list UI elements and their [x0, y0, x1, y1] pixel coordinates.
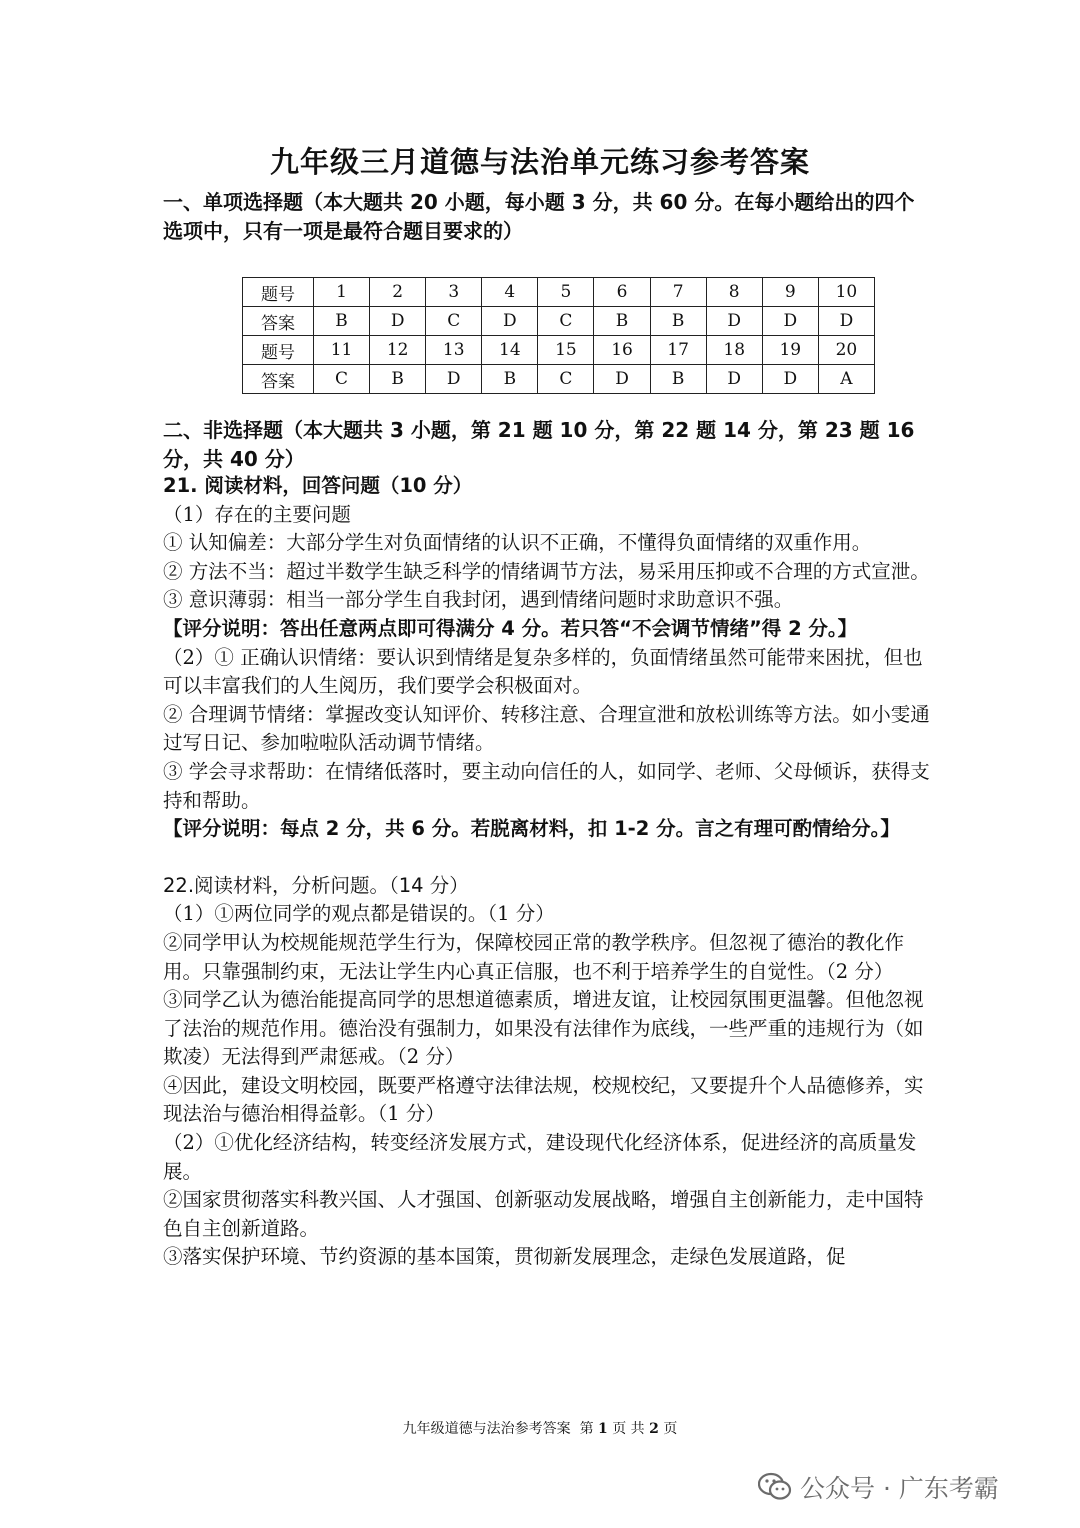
answer-table-cell: 5: [538, 278, 594, 307]
answer-table-cell: D: [762, 307, 818, 336]
answer-table-row: [243, 365, 875, 394]
answer-table-cell: 15: [538, 336, 594, 365]
q21-part1-point1: ① 认知偏差：大部分学生对负面情绪的认识不正确，不懂得负面情绪的双重作用。: [163, 531, 872, 555]
q22-part2-point3: ③落实保护环境、节约资源的基本国策，贯彻新发展理念，走绿色发展道路，促: [163, 1245, 846, 1269]
answer-table-row-header: 答案: [243, 365, 314, 394]
answer-table-cell: B: [594, 307, 650, 336]
answer-table-cell: C: [538, 307, 594, 336]
answer-table-cell: 6: [594, 278, 650, 307]
q22-heading: 22.阅读材料，分析问题。（14 分）: [163, 873, 469, 897]
footer-gong: 共: [630, 1421, 645, 1437]
q21-part2-point3: ③ 学会寻求帮助：在情绪低落时，要主动向信任的人，如同学、老师、父母倾诉，获得支持和帮助。: [163, 759, 930, 812]
q22-part1-point3: ③同学乙认为德治能提高同学的思想道德素质，增进友谊，让校园氛围更温馨。但他忽视了法治的规范作用。德治没有强制力，如果没有法律作为底线，一些严重的违规行为（如欺凌）无法得到严肃惩戒。（2 分）: [163, 988, 924, 1069]
q21-scoring-note2: 【评分说明：每点 2 分，共 6 分。若脱离材料，扣 1-2 分。言之有理可酌情给分。】: [163, 817, 900, 841]
answer-table-row-header: 题号: [243, 336, 314, 365]
q21-part1-title: （1）存在的主要问题: [163, 502, 351, 526]
q22-part1-point2: ②同学甲认为校规能规范学生行为，保障校园正常的教学秩序。但忽视了德治的教化作用。只靠强制约束，无法让学生内心真正信服，也不利于培养学生的自觉性。（2 分）: [163, 930, 905, 983]
footer-total-pages: 2: [649, 1421, 659, 1437]
section1-heading: 一、单项选择题（本大题共 20 小题，每小题 3 分，共 60 分。在每小题给出的四个选项中，只有一项是最符合题目要求的）: [163, 190, 915, 243]
answer-table-cell: 8: [706, 278, 762, 307]
q21-part2-point1: （2）① 正确认识情绪：要认识到情绪是复杂多样的，负面情绪虽然可能带来困扰，但也可以丰富我们的人生阅历，我们要学会积极面对。: [163, 645, 923, 698]
answer-table-cell: C: [426, 307, 482, 336]
answer-table-cell: 14: [482, 336, 538, 365]
answer-table-cell: 3: [426, 278, 482, 307]
answer-table-cell: B: [650, 365, 706, 394]
q22-part1-point1: （1）①两位同学的观点都是错误的。（1 分）: [163, 902, 555, 926]
footer-page-number: 1: [598, 1421, 608, 1437]
q22-part1-point4: ④因此，建设文明校园，既要严格遵守法律法规，校规校纪，又要提升个人品德修养，实现法治与德治相得益彰。（1 分）: [163, 1073, 924, 1126]
footer-ye2: 页: [663, 1421, 678, 1437]
answer-body: [163, 472, 933, 1272]
section2-heading: 二、非选择题（本大题共 3 小题，第 21 题 10 分，第 22 题 14 分，第 23 题 16 分，共 40 分）: [163, 418, 915, 471]
answer-table-cell: 11: [314, 336, 370, 365]
answer-table-cell: 13: [426, 336, 482, 365]
answer-table-cell: B: [482, 365, 538, 394]
q22-part2-point1: （2）①优化经济结构，转变经济发展方式，建设现代化经济体系，促进经济的高质量发展。: [163, 1131, 917, 1183]
answer-table-cell: 17: [650, 336, 706, 365]
q22-part2-point2: ②国家贯彻落实科教兴国、人才强国、创新驱动发展战略，增强自主创新能力，走中国特色自主创新道路。: [163, 1188, 924, 1240]
q21-part2-point2: ② 合理调节情绪：掌握改变认知评价、转移注意、合理宣泄和放松训练等方法。如小雯通过写日记、参加啦啦队活动调节情绪。: [163, 702, 930, 755]
answer-table-cell: B: [650, 307, 706, 336]
q21-part1-point3: ③ 意识薄弱：相当一部分学生自我封闭，遇到情绪问题时求助意识不强。: [163, 588, 794, 612]
answer-table: [242, 277, 875, 394]
answer-table-cell: D: [482, 307, 538, 336]
answer-table-cell: C: [314, 365, 370, 394]
answer-table-cell: D: [594, 365, 650, 394]
answer-table-cell: 19: [762, 336, 818, 365]
answer-table-cell: 4: [482, 278, 538, 307]
answer-table-cell: C: [538, 365, 594, 394]
answer-table-cell: 18: [706, 336, 762, 365]
answer-table-cell: D: [818, 307, 874, 336]
answer-table-row: [243, 336, 875, 365]
watermark-text: 公众号 · 广东考霸: [800, 1474, 999, 1503]
page-footer: [0, 1418, 1080, 1438]
answer-table-cell: D: [370, 307, 426, 336]
answer-table-cell: A: [818, 365, 874, 394]
footer-di: 第: [579, 1421, 594, 1437]
answer-table-row-header: 答案: [243, 307, 314, 336]
page-title: 九年级三月道德与法治单元练习参考答案: [269, 145, 810, 179]
answer-table-cell: D: [706, 365, 762, 394]
answer-table-cell: 9: [762, 278, 818, 307]
answer-table-cell: 16: [594, 336, 650, 365]
answer-table-cell: D: [426, 365, 482, 394]
answer-table-cell: B: [370, 365, 426, 394]
q21-scoring-note1: 【评分说明：答出任意两点即可得满分 4 分。若只答“不会调节情绪”得 2 分。】: [163, 616, 858, 640]
q21-heading: 21. 阅读材料，回答问题（10 分）: [163, 474, 473, 497]
answer-table-cell: 1: [314, 278, 370, 307]
answer-table-cell: 7: [650, 278, 706, 307]
answer-table-cell: 12: [370, 336, 426, 365]
answer-table-cell: D: [706, 307, 762, 336]
footer-ye: 页: [612, 1421, 627, 1437]
answer-table-cell: D: [762, 365, 818, 394]
watermark: [758, 1464, 999, 1510]
answer-table-cell: 10: [818, 278, 874, 307]
answer-table-row: [243, 278, 875, 307]
q21-part1-point2: ② 方法不当：超过半数学生缺乏科学的情绪调节方法，易采用压抑或不合理的方式宣泄。: [163, 559, 930, 583]
footer-text: 九年级道德与法治参考答案: [402, 1421, 571, 1437]
answer-table-row: [243, 307, 875, 336]
answer-table-cell: B: [314, 307, 370, 336]
wechat-icon: [758, 1472, 792, 1502]
answer-table-row-header: 题号: [243, 278, 314, 307]
answer-table-cell: 2: [370, 278, 426, 307]
answer-table-cell: 20: [818, 336, 874, 365]
